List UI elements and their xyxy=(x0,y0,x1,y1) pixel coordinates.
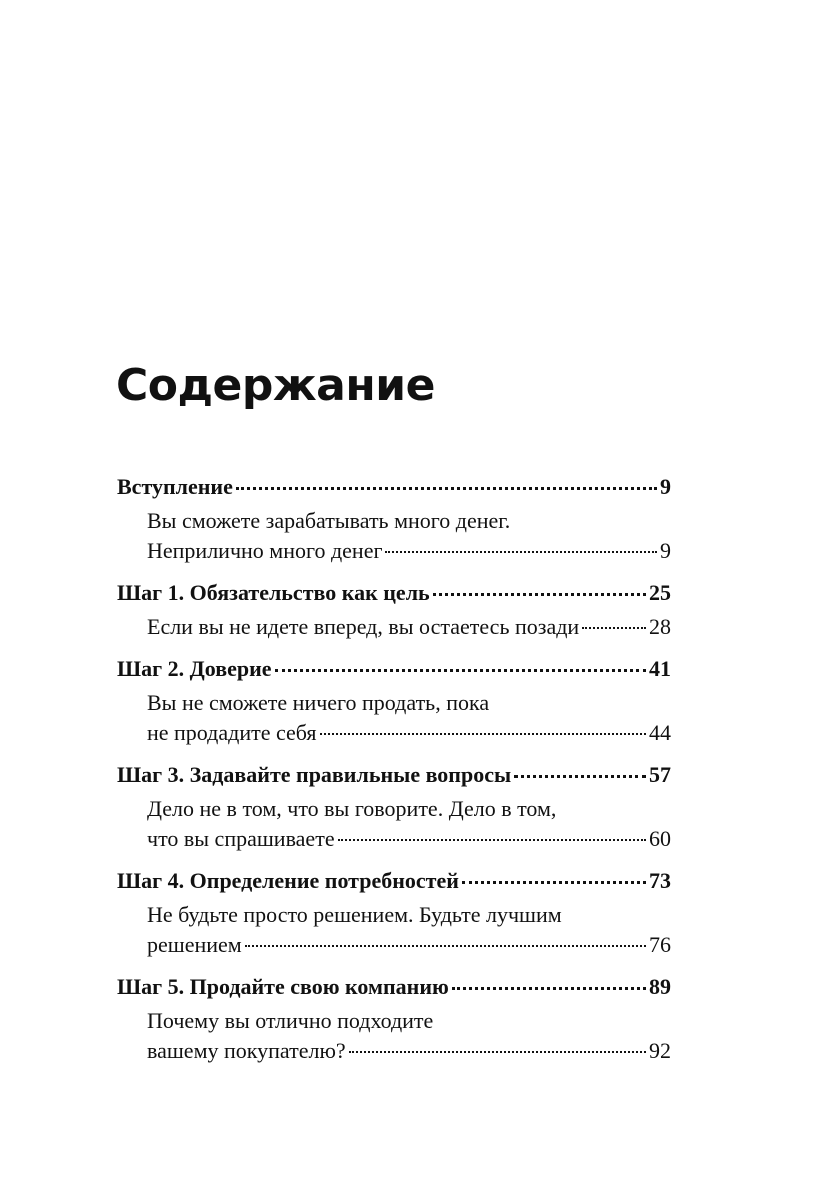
toc-section-step-4 xyxy=(117,866,671,960)
toc-page-number: 25 xyxy=(649,580,671,605)
toc-section-step-1 xyxy=(117,578,671,642)
toc-subentry-first-line: Вы сможете зарабатывать много денег. xyxy=(147,508,511,533)
dot-leader xyxy=(433,593,646,596)
toc-subentry-introduction[interactable] xyxy=(117,536,671,566)
toc-entry-step-4[interactable] xyxy=(117,866,671,896)
toc-entry-title: Шаг 3. Задавайте правильные вопросы xyxy=(117,762,512,787)
toc-entry-title: Вступление xyxy=(117,474,233,499)
toc-subentry-step-2[interactable] xyxy=(117,718,671,748)
toc-subentry-title: что вы спрашиваете xyxy=(147,826,335,851)
toc-entry-step-1[interactable] xyxy=(117,578,671,608)
toc-subentry-first-line: Вы не сможете ничего продать, пока xyxy=(147,690,490,715)
toc-subentry-title: Если вы не идете вперед, вы остаетесь позади xyxy=(147,614,580,639)
dot-leader xyxy=(349,1051,646,1053)
toc-section-step-3 xyxy=(117,760,671,854)
dot-leader xyxy=(462,881,646,884)
toc-page-number: 57 xyxy=(649,762,671,787)
toc-page-number: 76 xyxy=(649,932,671,957)
toc-page-number: 60 xyxy=(649,826,671,851)
toc-subentry-step-1[interactable] xyxy=(117,612,671,642)
toc-entry-step-3[interactable] xyxy=(117,760,671,790)
dot-leader xyxy=(582,627,646,629)
toc-page-number: 44 xyxy=(649,720,671,745)
dot-leader xyxy=(275,669,646,672)
toc-page-number: 9 xyxy=(660,538,671,563)
toc-entry-title: Шаг 2. Доверие xyxy=(117,656,272,681)
toc-entry-title: Шаг 1. Обязательство как цель xyxy=(117,580,430,605)
dot-leader xyxy=(452,987,646,990)
toc-subentry-title: вашему покупателю? xyxy=(147,1038,346,1063)
page-title: Содержание xyxy=(116,360,435,411)
toc-section-step-5 xyxy=(117,972,671,1066)
dot-leader xyxy=(245,945,646,947)
toc-section-step-2 xyxy=(117,654,671,748)
dot-leader xyxy=(338,839,646,841)
table-of-contents xyxy=(117,472,671,1078)
dot-leader xyxy=(385,551,657,553)
toc-page-number: 73 xyxy=(649,868,671,893)
toc-subentry-step-4[interactable] xyxy=(117,930,671,960)
toc-subentry-title: Неприлично много денег xyxy=(147,538,383,563)
toc-subentry-title: решением xyxy=(147,932,242,957)
toc-page-number: 41 xyxy=(649,656,671,681)
toc-page-number: 28 xyxy=(649,614,671,639)
toc-page-number: 9 xyxy=(660,474,671,499)
toc-subentry-first-line: Дело не в том, что вы говорите. Дело в том, xyxy=(147,796,557,821)
toc-page-number: 92 xyxy=(649,1038,671,1063)
toc-subentry-step-3[interactable] xyxy=(117,824,671,854)
toc-subentry-step-5[interactable] xyxy=(117,1036,671,1066)
toc-entry-title: Шаг 4. Определение потребностей xyxy=(117,868,459,893)
toc-page-number: 89 xyxy=(649,974,671,999)
toc-entry-step-5[interactable] xyxy=(117,972,671,1002)
dot-leader xyxy=(514,775,646,778)
dot-leader xyxy=(320,733,646,735)
toc-entry-introduction[interactable] xyxy=(117,472,671,502)
dot-leader xyxy=(236,487,657,490)
toc-entry-title: Шаг 5. Продайте свою компанию xyxy=(117,974,449,999)
toc-entry-step-2[interactable] xyxy=(117,654,671,684)
toc-section-introduction xyxy=(117,472,671,566)
toc-subentry-first-line: Не будьте просто решением. Будьте лучшим xyxy=(147,902,562,927)
toc-subentry-first-line: Почему вы отлично подходите xyxy=(147,1008,434,1033)
toc-subentry-title: не продадите себя xyxy=(147,720,317,745)
